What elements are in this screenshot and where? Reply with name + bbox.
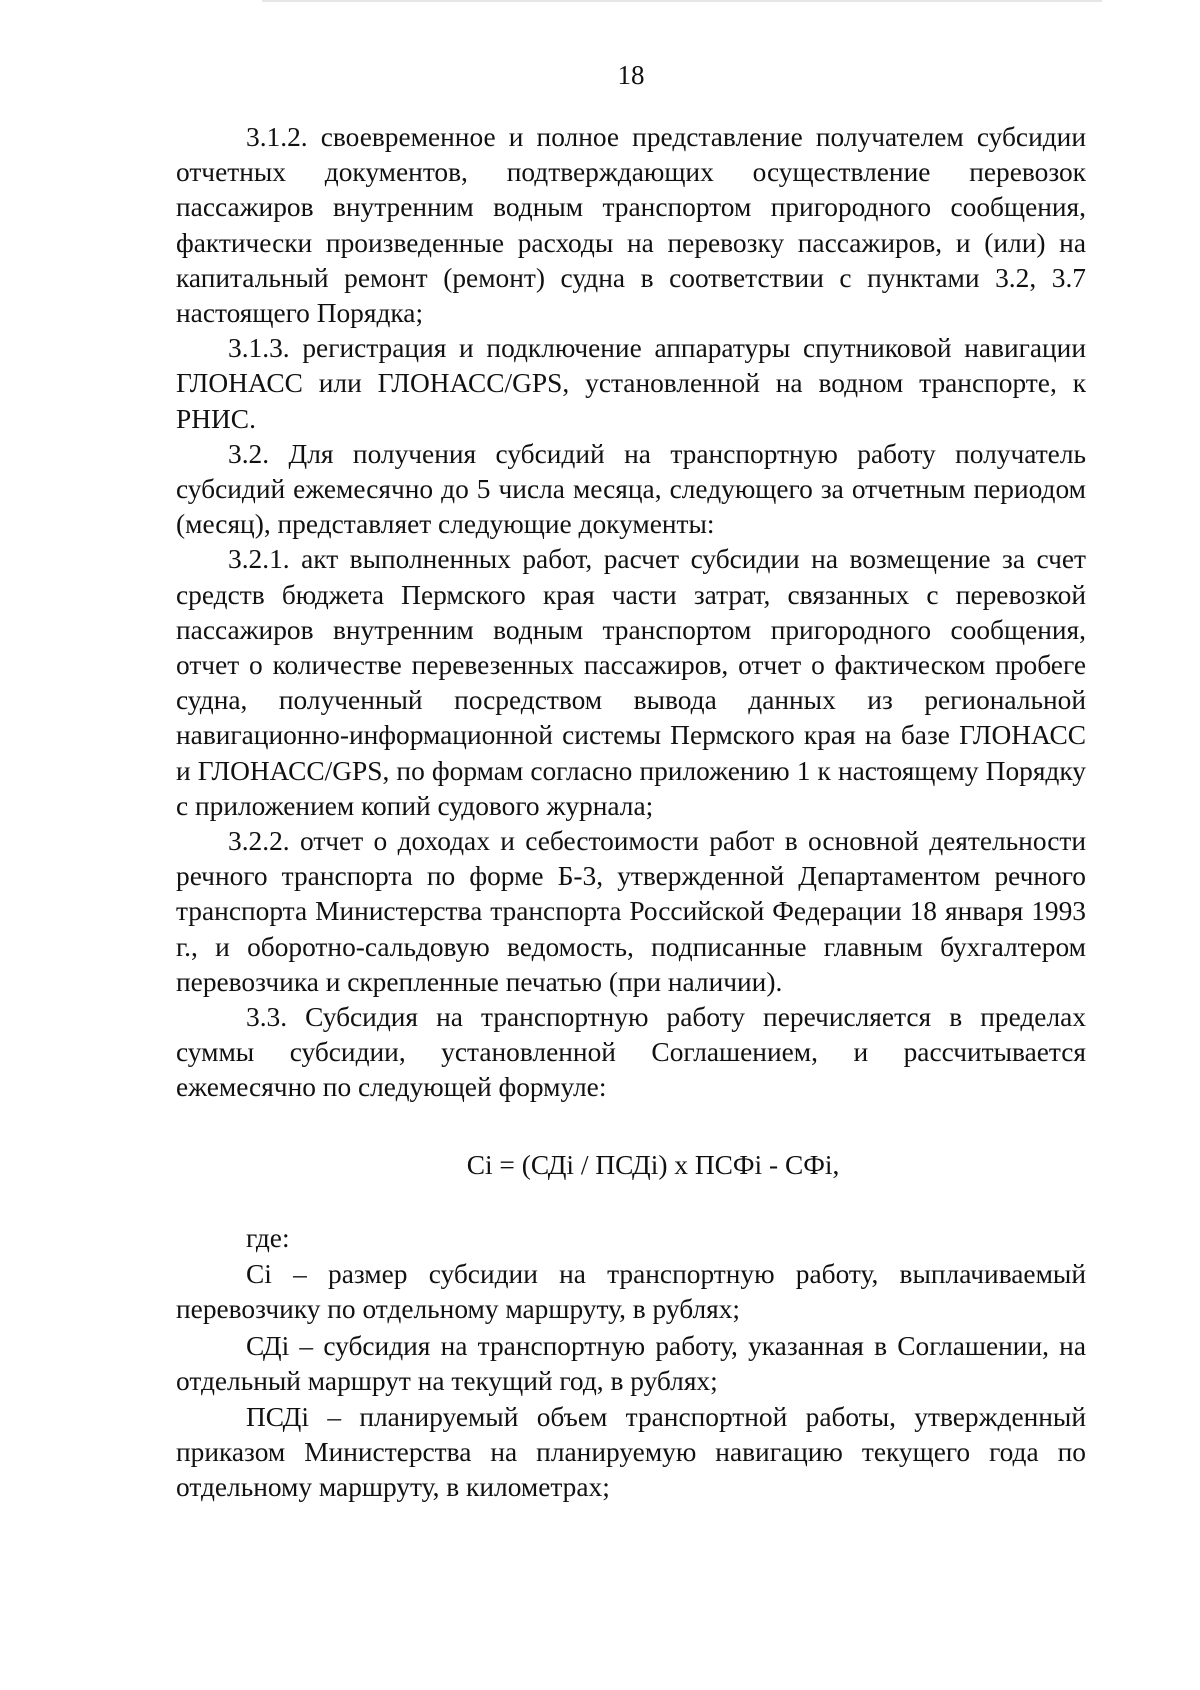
subsidy-formula: Ci = (СДi / ПСДi) x ПСФi - СФi, bbox=[466, 1149, 840, 1180]
document-body bbox=[176, 120, 1086, 1506]
paragraph-3-2-2: 3.2.2. отчет о доходах и себестоимости работ в основной деятельности речного транспорта по форме Б-3, утвержденной Департаментом речного транспорта Министерства транспорта Российской Федерации 18 января 1993 г., и оборотно-сальдовую ведомость, подписанные главным бухгалтером перевозчика и скрепленные печатью (при наличии). bbox=[176, 826, 1086, 997]
paragraph-3-3: 3.3. Субсидия на транспортную работу перечисляется в пределах суммы субсидии, установленной Соглашением, и рассчитывается ежемесячно по следующей формуле: bbox=[176, 1002, 1086, 1103]
paragraph-3-1-2: 3.1.2. своевременное и полное представление получателем субсидии отчетных документов, подтверждающих осуществление перевозок пассажиров внутренним водным транспортом пригородного сообщения, фактически произведенные расходы на перевозку пассажиров, и (или) на капитальный ремонт (ремонт) судна в соответствии с пунктами 3.2, 3.7 настоящего Порядка; bbox=[176, 122, 1086, 329]
paragraph-3-2: 3.2. Для получения субсидий на транспортную работу получатель субсидий ежемесячно до 5 числа месяца, следующего за отчетным периодом (месяц), представляет следующие документы: bbox=[176, 438, 1086, 540]
definition-sdi: СДi – субсидия на транспортную работу, указанная в Соглашении, на отдельный маршрут на текущий год, в рублях; bbox=[176, 1330, 1086, 1396]
paragraph-3-1-3: 3.1.3. регистрация и подключение аппаратуры спутниковой навигации ГЛОНАСС или ГЛОНАСС/GPS, установленной на водном транспорте, к РНИС. bbox=[176, 333, 1086, 434]
definition-psdi: ПСДi – планируемый объем транспортной работы, утвержденный приказом Министерства на планируемую навигацию текущего года по отдельному маршруту, в километрах; bbox=[176, 1401, 1086, 1503]
where-label: где: bbox=[246, 1222, 290, 1253]
definition-ci: Ci – размер субсидии на транспортную работу, выплачиваемый перевозчику по отдельному маршруту, в рублях; bbox=[176, 1259, 1086, 1325]
paragraph-3-2-1: 3.2.1. акт выполненных работ, расчет субсидии на возмещение за счет средств бюджета Пермского края части затрат, связанных с перевозкой пассажиров внутренним водным транспортом пригородного сообщения, отчет о количестве перевезенных пассажиров, отчет о фактическом пробеге судна, полученный посредством вывода данных из региональной навигационно-информационной системы Пермского края на базе ГЛОНАСС и ГЛОНАСС/GPS, по формам согласно приложению 1 к настоящему Порядку с приложением копий судового журнала; bbox=[176, 544, 1086, 821]
page-number: 18 bbox=[617, 60, 645, 90]
top-edge-line bbox=[262, 0, 1102, 2]
